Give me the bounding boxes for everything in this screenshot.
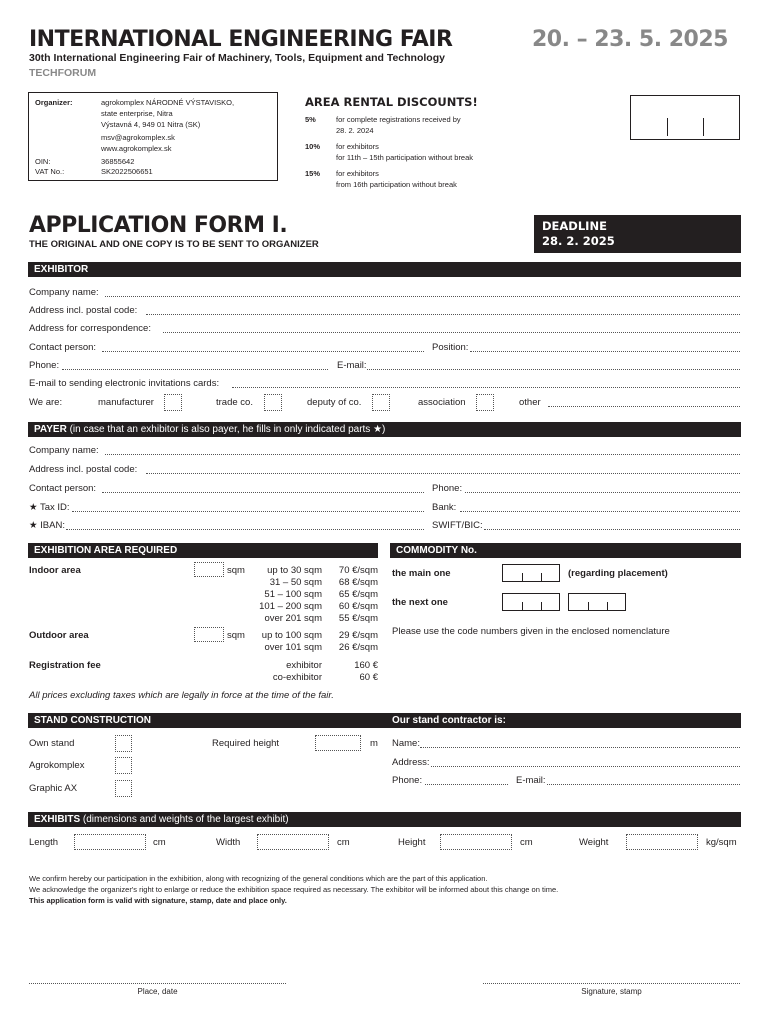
discounts-title: AREA RENTAL DISCOUNTS! [305,95,478,109]
exhibitor-contact-label: Contact person: [29,342,97,353]
payer-iban-label: ★ IBAN: [29,520,65,531]
stand-bar-title: STAND CONSTRUCTION [34,715,152,726]
registration-type: co-exhibitor [272,672,322,683]
contractor-address-field[interactable] [431,766,740,767]
indoor-range: up to 30 sqm [267,565,322,576]
payer-address-field[interactable] [146,473,740,474]
length-label: Length [29,837,59,848]
exhibitor-phone-field[interactable] [62,369,328,370]
contractor-name-field[interactable] [420,747,740,748]
outdoor-prices [322,630,378,654]
discount-pct-3: 15% [305,169,321,178]
contractor-name-label: Name: [392,738,420,749]
office-box-tick [703,118,704,136]
payer-swift-label: SWIFT/BIC: [432,520,483,531]
office-box-tick [667,118,668,136]
other-field[interactable] [548,406,740,407]
trade-label: trade co. [216,397,253,408]
commodity-main-input[interactable] [502,564,560,582]
exhibitor-invitations-field[interactable] [232,387,740,388]
organizer-label: Organizer: [35,98,73,107]
registration-types [250,660,322,684]
payer-contact-label: Contact person: [29,483,97,494]
trade-checkbox[interactable] [264,394,282,411]
contractor-email-label: E-mail: [516,775,546,786]
payer-tax-label: ★ Tax ID: [29,502,70,513]
height-label: Height [398,837,426,848]
registration-price: 60 € [359,672,378,683]
graphic-ax-checkbox[interactable] [115,780,132,797]
fair-title: INTERNATIONAL ENGINEERING FAIR [29,27,453,52]
exhibitor-correspondence-field[interactable] [163,332,740,333]
exhibitor-address-field[interactable] [146,314,740,315]
indoor-prices [322,565,378,625]
deputy-label: deputy of co. [307,397,362,408]
own-stand-checkbox[interactable] [115,735,132,752]
commodity-main-label: the main one [392,568,451,579]
height-unit: m [370,738,378,749]
indoor-price: 68 €/sqm [338,577,378,588]
outdoor-label: Outdoor area [29,630,89,641]
area-bar: EXHIBITION AREA REQUIRED [28,543,378,558]
exhibitor-position-field[interactable] [470,351,740,352]
width-label: Width [216,837,241,848]
manufacturer-label: manufacturer [98,397,154,408]
payer-swift-field[interactable] [484,529,740,530]
exhibits-bar-note: (dimensions and weights of the largest exhibit) [82,814,289,825]
exhibits-bar-title: EXHIBITS [34,814,81,825]
payer-bar-title: PAYER [34,424,67,435]
exhibitor-email-field[interactable] [367,369,740,370]
outdoor-ranges [250,630,322,654]
organizer-email: msv@agrokomplex.sk [101,133,175,142]
indoor-ranges [250,565,322,625]
discount-desc-3a: for exhibitors [336,169,379,178]
weight-unit: kg/sqm [706,837,737,848]
commodity-cell-divider [541,573,542,582]
exhibitor-bar: EXHIBITOR [28,262,741,277]
payer-bank-field[interactable] [460,511,740,512]
payer-iban-field[interactable] [66,529,424,530]
exhibitor-contact-field[interactable] [102,351,424,352]
signature-label: Signature, stamp [581,987,642,996]
manufacturer-checkbox[interactable] [164,394,182,411]
contractor-address-label: Address: [392,757,430,768]
width-input[interactable] [257,834,329,850]
commodity-cell-divider [588,602,589,611]
contractor-label: Our stand contractor is: [392,715,506,726]
indoor-range: 51 – 100 sqm [264,589,322,600]
organizer-address: Výstavná 4, 949 01 Nitra (SK) [101,120,201,129]
weight-label: Weight [579,837,609,848]
vat-value: SK2022506651 [101,167,153,176]
commodity-next-input-1[interactable] [502,593,560,611]
form-title: APPLICATION FORM I. [29,213,288,238]
discount-desc-3b: from 16th participation without break [336,180,457,189]
discount-desc-2b: for 11th – 15th participation without break [336,153,474,162]
organizer-web: www.agrokomplex.sk [101,144,172,153]
commodity-cell-divider [541,602,542,611]
commodity-cell-divider [522,573,523,582]
required-height-label: Required height [212,738,280,749]
exhibitor-email-label: E-mail: [337,360,367,371]
own-stand-label: Own stand [29,738,75,749]
association-label: association [418,397,466,408]
indoor-price: 70 €/sqm [338,565,378,576]
required-height-input[interactable] [315,735,361,751]
registration-price: 160 € [354,660,378,671]
agrokomplex-checkbox[interactable] [115,757,132,774]
signature-field[interactable] [483,983,740,984]
vat-label: VAT No.: [35,167,65,176]
contractor-email-field[interactable] [547,784,740,785]
organizer-name: agrokomplex NÁRODNÉ VÝSTAVISKO, [101,98,235,107]
contractor-phone-field[interactable] [425,784,508,785]
indoor-price: 60 €/sqm [338,601,378,612]
commodity-placement-label: (regarding placement) [568,568,668,579]
height-unit-cm: cm [520,837,533,848]
prices-note: All prices excluding taxes which are legally in force at the time of the fair. [29,690,334,701]
we-are-label: We are: [29,397,63,408]
payer-phone-label: Phone: [432,483,463,494]
exhibitor-company-label: Company name: [29,287,99,298]
indoor-price: 55 €/sqm [338,613,378,624]
techforum-label: TECHFORUM [29,67,97,79]
indoor-label: Indoor area [29,565,81,576]
length-unit: cm [153,837,166,848]
fair-dates: 20. – 23. 5. 2025 [532,27,728,52]
discount-pct-2: 10% [305,142,321,151]
organizer-type: state enterprise, Nitra [101,109,173,118]
acknowledge-text: We acknowledge the organizer's right to enlarge or reduce the exhibition space required as necessary. The exhibitor will be informed about this change on time. [29,885,559,894]
payer-bank-label: Bank: [432,502,457,513]
place-date-label: Place, date [137,987,178,996]
form-subtitle: THE ORIGINAL AND ONE COPY IS TO BE SENT TO ORGANIZER [29,239,319,250]
payer-address-label: Address incl. postal code: [29,464,138,475]
place-date-field[interactable] [29,983,286,984]
registration-prices [322,660,378,684]
discount-desc-2a: for exhibitors [336,142,379,151]
indoor-sqm-unit: sqm [227,565,245,576]
stand-bar [28,713,741,728]
contractor-phone-label: Phone: [392,775,423,786]
deadline-date: 28. 2. 2025 [542,234,615,248]
indoor-price: 65 €/sqm [338,589,378,600]
agrokomplex-label: Agrokomplex [29,760,85,771]
registration-type: exhibitor [286,660,322,671]
payer-contact-field[interactable] [102,492,424,493]
exhibitor-position-label: Position: [432,342,469,353]
payer-phone-field[interactable] [465,492,740,493]
oin-label: OIN: [35,157,51,166]
exhibitor-invitations-label: E-mail to sending electronic invitations cards: [29,378,220,389]
confirm-text: We confirm hereby our participation in the exhibition, along with recognizing of the general conditions which are the part of this application. [29,874,488,883]
office-use-box [630,95,740,140]
validity-text: This application form is valid with signature, stamp, date and place only. [29,896,287,905]
commodity-note: Please use the code numbers given in the enclosed nomenclature [392,626,670,637]
outdoor-price: 26 €/sqm [338,642,378,653]
indoor-range: 31 – 50 sqm [269,577,322,588]
deadline-box [534,215,741,253]
deputy-checkbox[interactable] [372,394,390,411]
oin-value: 36855642 [101,157,135,166]
indoor-sqm-input[interactable] [194,562,224,577]
length-input[interactable] [74,834,146,850]
outdoor-range: up to 100 sqm [261,630,322,641]
exhibitor-address-label: Address incl. postal code: [29,305,138,316]
exhibitor-company-field[interactable] [105,296,740,297]
indoor-range: 101 – 200 sqm [259,601,322,612]
height-input[interactable] [440,834,512,850]
commodity-next-label: the next one [392,597,448,608]
payer-tax-field[interactable] [72,511,424,512]
exhibits-bar [28,812,741,827]
discount-desc-1b: 28. 2. 2024 [336,126,374,135]
fair-subtitle: 30th International Engineering Fair of Machinery, Tools, Equipment and Technology [29,52,445,64]
commodity-cell-divider [607,602,608,611]
discount-desc-1a: for complete registrations received by [336,115,461,124]
outdoor-sqm-input[interactable] [194,627,224,642]
graphic-ax-label: Graphic AX [29,783,78,794]
deadline-label: DEADLINE [542,219,607,233]
organizer-box [28,92,278,181]
exhibitor-correspondence-label: Address for correspondence: [29,323,151,334]
commodity-next-input-2[interactable] [568,593,626,611]
payer-bar [28,422,741,437]
outdoor-range: over 101 sqm [264,642,322,653]
width-unit: cm [337,837,350,848]
indoor-range: over 201 sqm [264,613,322,624]
payer-company-label: Company name: [29,445,99,456]
weight-input[interactable] [626,834,698,850]
other-label: other [519,397,541,408]
payer-bar-note: (in case that an exhibitor is also payer, he fills in only indicated parts ★) [69,424,386,435]
discount-pct-1: 5% [305,115,316,124]
outdoor-sqm-unit: sqm [227,630,245,641]
registration-label: Registration fee [29,660,101,671]
commodity-cell-divider [522,602,523,611]
outdoor-price: 29 €/sqm [338,630,378,641]
exhibitor-phone-label: Phone: [29,360,60,371]
payer-company-field[interactable] [105,454,740,455]
commodity-bar: COMMODITY No. [390,543,741,558]
association-checkbox[interactable] [476,394,494,411]
